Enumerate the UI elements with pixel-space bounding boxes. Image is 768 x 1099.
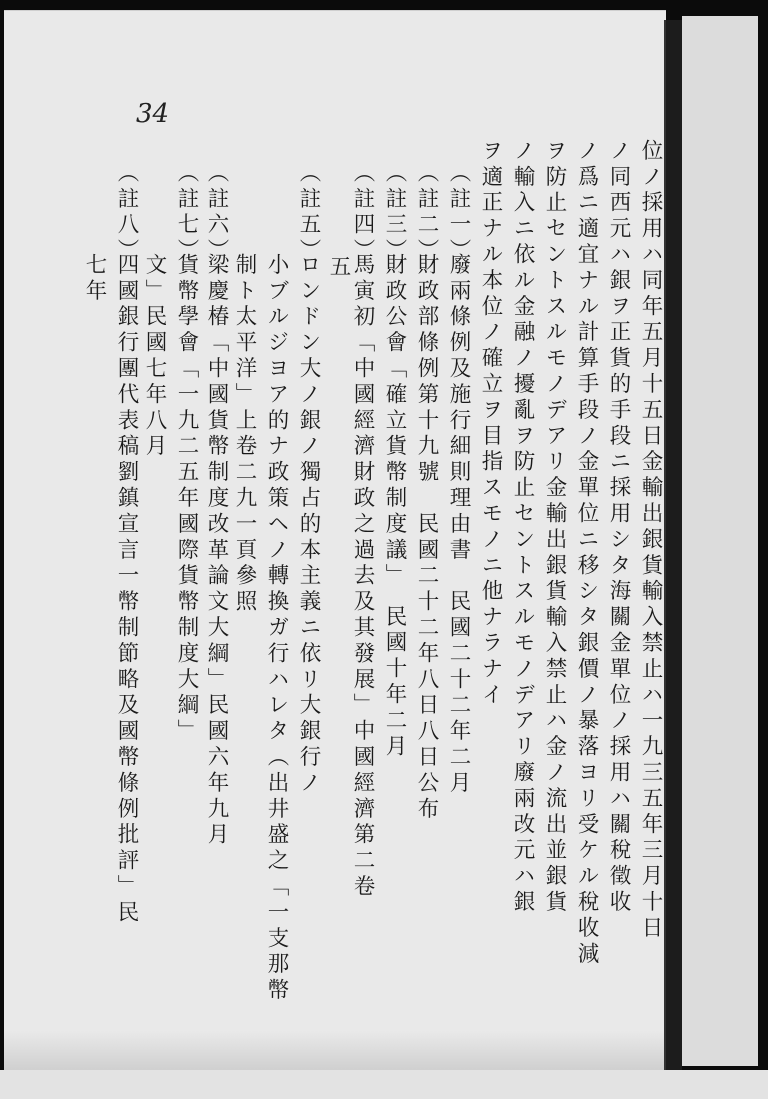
note-5-text-cont-1: 小ブルジヨア的ナ政策ヘノ轉換ガ行ハレタ（出井盛之「一支那幣 <box>264 253 289 1005</box>
note-5-text-cont-2: 制ト太平洋」上卷二九一頁參照 <box>232 253 257 616</box>
adjacent-page-edge <box>682 16 758 1066</box>
note-4-text: 馬寅初「中國經濟財政之過去及其發展」中國經濟第二卷 <box>350 253 375 901</box>
note-7-text-cont: 文」民國七年八月 <box>142 253 167 461</box>
note-7-text: 貨幣學會「一九二五年國際貨幣制度大綱」 <box>174 253 199 746</box>
note-5-text: ロンドン大ノ銀ノ獨占的本主義ニ依リ大銀行ノ <box>296 253 321 797</box>
body-line-3: ノ爲ニ適宜ナル計算手段ノ金單位ニ移シタ銀價ノ暴落ヨリ受ケル稅收減 <box>574 139 599 968</box>
book-spine-shadow <box>664 20 682 1070</box>
section-number-five: 五 <box>326 255 351 281</box>
note-3-text: 財政公會「確立貨幣制度議」 民國十年二月 <box>382 253 407 761</box>
note-1-label: （註一） <box>446 161 471 265</box>
note-4-label: （註四） <box>350 161 375 265</box>
note-8-text: 四國銀行團代表稿劉鎮宣言一幣制節略及國幣條例批評」民 <box>114 253 139 927</box>
body-line-6: ヲ適正ナル本位ノ確立ヲ目指スモノニ他ナラナイ <box>478 139 503 709</box>
note-6-label: （註六） <box>204 161 229 265</box>
note-6-text: 梁慶椿「中國貨幣制度改革論文大綱」民國六年九月 <box>204 253 229 849</box>
note-8-label: （註八） <box>114 161 139 265</box>
note-2-text: 財政部條例第十九號 民國二十二年八日八日公布 <box>414 253 439 823</box>
page-number: 34 <box>136 99 170 129</box>
note-8-text-cont: 七年 <box>82 253 107 305</box>
bottom-page-edge <box>0 1070 768 1099</box>
body-line-1: 位ノ採用ハ同年五月十五日金輸出銀貨輸入禁止ハ一九三五年三月十日 <box>638 139 663 942</box>
note-2-label: （註二） <box>414 161 439 265</box>
document-page <box>4 10 666 1071</box>
note-3-label: （註三） <box>382 161 407 265</box>
body-line-5: ノ輸入ニ依ル金融ノ擾亂ヲ防止セントスルモノデアリ廢兩改元ハ銀 <box>510 139 535 916</box>
body-line-4: ヲ防止セントスルモノデアリ金輸出銀貨輸入禁止ハ金ノ流出並銀貨 <box>542 139 567 916</box>
note-5-label: （註五） <box>296 161 321 265</box>
body-line-2: ノ同西元ハ銀ヲ正貨的手段ニ採用シタ海關金單位ノ採用ハ關稅徵收 <box>606 139 631 916</box>
note-7-label: （註七） <box>174 161 199 265</box>
note-1-text: 廢兩條例及施行細則理由書 民國二十二年二月 <box>446 253 471 797</box>
